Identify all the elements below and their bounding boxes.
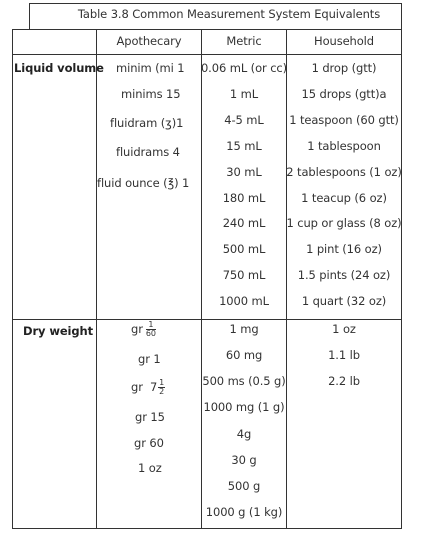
liquid-metric-cell: 240 mL xyxy=(222,216,266,230)
dry-metric-cell: 500 ms (0.5 g) xyxy=(202,374,286,388)
dry-apothecary-cell: gr 7 $\frac{1}{2}$ xyxy=(131,378,165,396)
table-rule xyxy=(12,29,402,30)
dry-metric-cell: 1000 g (1 kg) xyxy=(205,505,283,519)
liquid-metric-cell: 1 mL xyxy=(229,87,259,101)
dry-apothecary-cell: 1 oz xyxy=(138,461,162,475)
liquid-household-cell: 15 drops (gtt)a xyxy=(301,87,387,101)
dry-metric-cell: 1000 mg (1 g) xyxy=(203,400,285,414)
liquid-metric-cell: 180 mL xyxy=(222,191,266,205)
liquid-apothecary-cell: fluidram (ʒ)1 xyxy=(110,116,184,130)
dry-metric-cell: 4g xyxy=(236,427,252,441)
liquid-apothecary-cell: minims 15 xyxy=(121,87,181,101)
table-rule xyxy=(12,54,402,55)
liquid-household-cell: 1 teacup (6 oz) xyxy=(301,191,387,205)
dry-apothecary-cell: gr 1 xyxy=(138,352,161,366)
row-label-dry-weight: Dry weight xyxy=(23,324,93,338)
liquid-household-cell: 1 pint (16 oz) xyxy=(306,242,382,256)
table-rule xyxy=(201,29,202,529)
dry-apothecary-cell: gr 60 xyxy=(134,436,164,450)
liquid-metric-cell: 15 mL xyxy=(226,139,262,153)
liquid-household-cell: 1 quart (32 oz) xyxy=(301,294,387,308)
dry-household-cell: 1.1 lb xyxy=(328,348,360,362)
dry-household-cell: 2.2 lb xyxy=(328,374,360,388)
fraction: $\frac{1}{2}$ xyxy=(159,378,165,396)
dry-metric-cell: 500 g xyxy=(227,479,261,493)
liquid-apothecary-cell: fluid ounce (℥) 1 xyxy=(97,176,190,190)
liquid-metric-cell: 30 mL xyxy=(226,165,262,179)
table-rule xyxy=(12,29,13,529)
header-household: Household xyxy=(314,34,374,48)
table-border-bottom xyxy=(12,528,402,529)
liquid-metric-cell: 500 mL xyxy=(222,242,266,256)
liquid-apothecary-cell: minim (mi 1 xyxy=(116,61,185,75)
liquid-metric-cell: 750 mL xyxy=(222,268,266,282)
table-border-right xyxy=(401,3,402,529)
dry-apothecary-cell: gr 15 xyxy=(135,410,165,424)
table-rule xyxy=(12,319,402,320)
liquid-household-cell: 1 drop (gtt) xyxy=(311,61,377,75)
liquid-household-cell: 1 tablespoon xyxy=(307,139,381,153)
table-rule xyxy=(286,29,287,529)
row-label-liquid-volume: Liquid volume xyxy=(14,61,104,75)
table-rule xyxy=(29,3,30,29)
dry-metric-cell: 30 g xyxy=(231,453,257,467)
header-apothecary: Apothecary xyxy=(116,34,182,48)
liquid-household-cell: 2 tablespoons (1 oz) xyxy=(286,165,402,179)
dry-metric-cell: 1 mg xyxy=(229,322,259,336)
liquid-metric-cell: 0.06 mL (or cc) xyxy=(200,61,288,75)
table-rule xyxy=(96,29,97,529)
liquid-metric-cell: 4-5 mL xyxy=(224,113,264,127)
table-border-top xyxy=(29,3,402,4)
liquid-household-cell: 1 cup or glass (8 oz) xyxy=(286,216,402,230)
table-title: Table 3.8 Common Measurement System Equivalents xyxy=(77,7,381,21)
liquid-household-cell: 1 teaspoon (60 gtt) xyxy=(289,113,399,127)
header-metric: Metric xyxy=(226,34,262,48)
dry-metric-cell: 60 mg xyxy=(225,348,263,362)
dry-apothecary-cell: gr $\frac{1}{60}$ xyxy=(131,320,156,338)
liquid-household-cell: 1.5 pints (24 oz) xyxy=(297,268,391,282)
dry-household-cell: 1 oz xyxy=(332,322,356,336)
fraction: $\frac{1}{60}$ xyxy=(145,320,156,338)
liquid-apothecary-cell: fluidrams 4 xyxy=(116,145,180,159)
liquid-metric-cell: 1000 mL xyxy=(219,294,269,308)
